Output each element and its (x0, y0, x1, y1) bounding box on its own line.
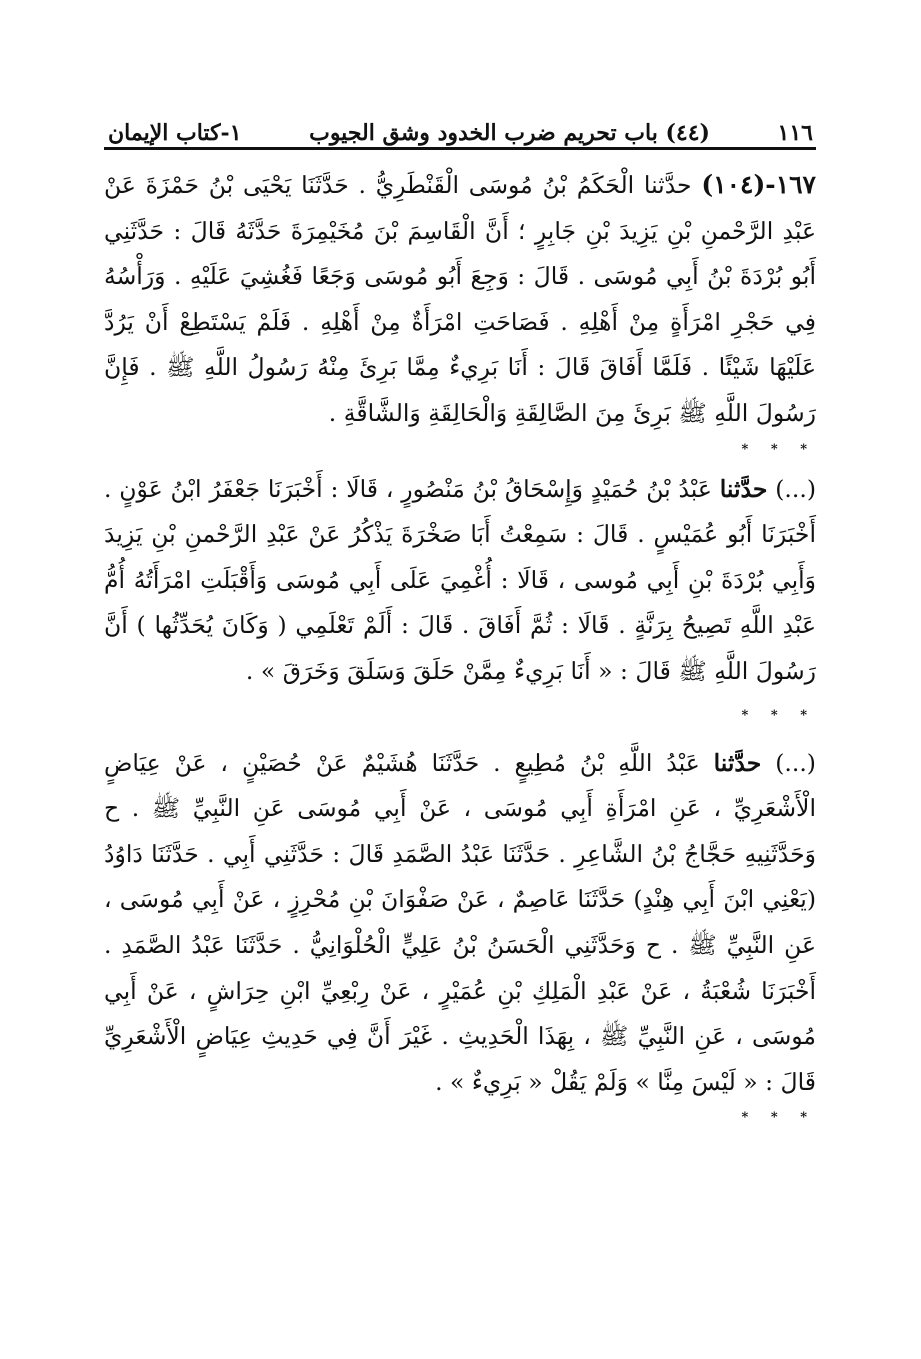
page-body (104, 162, 816, 1135)
section-separator: * * * (741, 441, 816, 457)
hadith-text: عَبْدُ بْنُ حُمَيْدٍ وَإِسْحَاقُ بْنُ مَنْصُورٍ ، قَالَا : أَخْبَرَنَا جَعْفَرُ ابْنُ عَوْنٍ . أَخْبَرَنَا أَبُو عُمَيْسٍ . قَالَ : سَمِعْتُ أَبَا صَخْرَةَ يَذْكُرُ عَنْ عَبْدِ الرَّحْمنِ بْنِ يَزِيدَ وَأَبِي بُرْدَةَ بْنِ أَبِي مُوسى ، قَالَا : أُغْمِيَ عَلَى أَبِي مُوسَى وَأَقْبَلَتِ امْرَأَتُهُ أُمُّ عَبْدِ اللَّهِ تَصِيحُ بِرَنَّةٍ . قَالَا : ثُمَّ أَفَاقَ . قَالَ : أَلَمْ تَعْلَمِي ( وَكَانَ يُحَدِّثُها ) أَنَّ رَسُولَ اللَّهِ ﷺ قَالَ : « أَنَا بَرِيءٌ مِمَّنْ حَلَقَ وَسَلَقَ وَخَرَقَ » . (104, 474, 816, 685)
hadith-prefix: (...) (775, 474, 816, 503)
running-header (108, 106, 813, 146)
page-number: ١١٦ (777, 120, 813, 146)
chapter-title: (٤٤) باب تحريم ضرب الخدود وشق الجيوب (309, 120, 710, 146)
hadith-prefix: (...) (775, 748, 816, 777)
hadith-text: عَبْدُ اللَّهِ بْنُ مُطِيعٍ . حَدَّثَنَا هُشَيْمٌ عَنْ حُصَيْنٍ ، عَنْ عِيَاضٍ الْأَشْعَرِيِّ ، عَنِ امْرَأَةِ أَبِي مُوسَى ، عَنْ أَبِي مُوسَى عَنِ النَّبِيِّ ﷺ . ح وَحَدَّثَنِيهِ حَجَّاجُ بْنُ الشَّاعِرِ . حَدَّثَنَا عَبْدُ الصَّمَدِ قَالَ : حَدَّثَنِي أَبِي . حَدَّثَنَا دَاوُدُ (يَعْنِي ابْنَ أَبِي هِنْدٍ) حَدَّثَنَا عَاصِمٌ ، عَنْ صَفْوَانَ بْنِ مُحْرِزٍ ، عَنْ أَبِي مُوسَى ، عَنِ النَّبِيِّ ﷺ . ح وَحَدَّثَنِي الْحَسَنُ بْنُ عَلِيٍّ الْحُلْوَانِيُّ . حَدَّثَنَا عَبْدُ الصَّمَدِ . أَخْبَرَنَا شُعْبَةُ ، عَنْ عَبْدِ الْمَلِكِ بْنِ عُمَيْرٍ ، عَنْ رِبْعِيِّ ابْنِ حِرَاشٍ ، عَنْ أَبِي مُوسَى ، عَنِ النَّبِيِّ ﷺ ، بِهَذَا الْحَدِيثِ . غَيْرَ أَنَّ فِي حَدِيثِ عِيَاضٍ الْأَشْعَرِيِّ قَالَ : « لَيْسَ مِنَّا » وَلَمْ يَقُلْ « بَرِيءٌ » . (104, 748, 816, 1096)
hadith-opening: حدَّثنا (719, 474, 768, 503)
hadith-opening: حدَّثنا (713, 748, 762, 777)
hadith-167 (104, 162, 816, 437)
section-separator: * * * (741, 1110, 816, 1126)
book-title: ١-كتاب الإيمان (108, 120, 242, 146)
hadith-text: حدَّثنا الْحَكَمُ بْنُ مُوسَى الْقَنْطَرِيُّ . حَدَّثَنَا يَحْيَى بْنُ حَمْزَةَ عَنْ عَبْدِ الرَّحْمنِ بْنِ يَزِيدَ بْنِ جَابِرٍ ؛ أَنَّ الْقَاسِمَ بْنَ مُخَيْمِرَةَ حَدَّثَهُ قَالَ : حَدَّثَنِي أَبُو بُرْدَةَ بْنُ أَبِي مُوسَى . قَالَ : وَجِعَ أَبُو مُوسَى وَجَعًا فَغُشِيَ عَلَيْهِ . وَرَأْسُهُ فِي حَجْرِ امْرَأَةٍ مِنْ أَهْلِهِ . فَصَاحَتِ امْرَأَةٌ مِنْ أَهْلِهِ . فَلَمْ يَسْتَطِعْ أَنْ يَرُدَّ عَلَيْهَا شَيْئًا . فَلَمَّا أَفَاقَ قَالَ : أَنَا بَرِيءٌ مِمَّا بَرِئَ مِنْهُ رَسُولُ اللَّهِ ﷺ . فَإِنَّ رَسُولَ اللَّهِ ﷺ بَرِئَ مِنَ الصَّالِقَةِ وَالْحَالِقَةِ وَالشَّاقَّةِ . (104, 171, 816, 427)
hadith-number: ١٦٧-(١٠٤) (701, 170, 816, 199)
hadith-variant-1 (104, 467, 816, 695)
header-rule (104, 147, 816, 150)
section-separator: * * * (741, 707, 816, 723)
hadith-variant-2 (104, 741, 816, 1106)
